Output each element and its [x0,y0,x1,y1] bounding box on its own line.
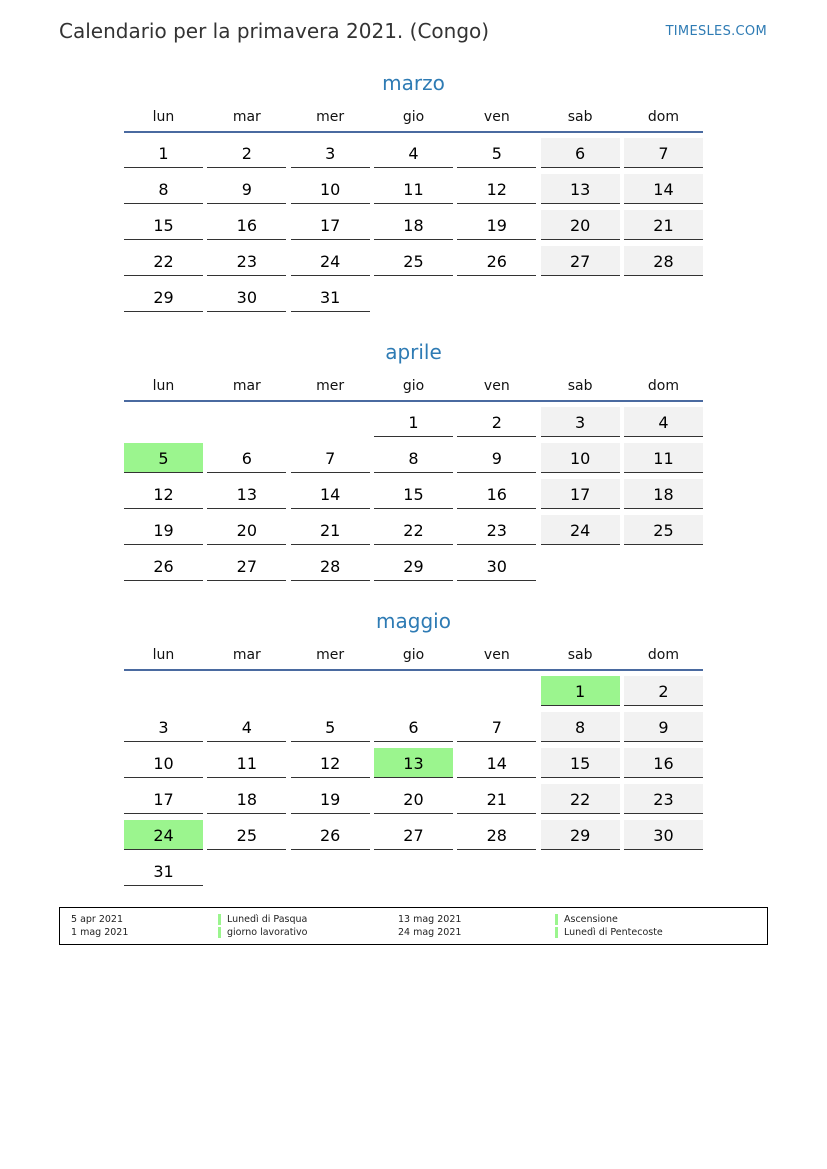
weekend-day-cell: 13 [541,174,620,204]
weekday-label: lun [152,378,175,394]
weekday-label: sab [567,378,593,394]
day-cell: 23 [207,246,286,276]
empty-day-cell [291,856,370,886]
weekend-day-cell: 10 [541,443,620,473]
weekday-label: ven [483,378,510,394]
day-cell: 26 [124,551,203,581]
header-divider [124,131,703,133]
month-may [124,606,703,892]
empty-day-cell [124,676,203,706]
weekday-label: mer [316,378,345,394]
weekend-day-cell: 27 [541,246,620,276]
empty-day-cell [624,282,703,312]
day-cell: 4 [374,138,453,168]
legend-label: giorno lavorativo [227,927,308,938]
day-cell: 13 [207,479,286,509]
weekend-day-cell: 18 [624,479,703,509]
empty-day-cell [541,856,620,886]
weekend-day-cell: 30 [624,820,703,850]
weekend-day-cell: 7 [624,138,703,168]
header-divider [124,669,703,671]
day-cell: 3 [124,712,203,742]
day-cell: 24 [291,246,370,276]
empty-day-cell [291,407,370,437]
weekend-day-cell: 4 [624,407,703,437]
weekday-label: gio [402,109,425,125]
day-cell: 28 [457,820,536,850]
legend-color-swatch [218,914,221,925]
empty-day-cell [541,551,620,581]
day-cell: 23 [457,515,536,545]
weekend-day-cell: 15 [541,748,620,778]
day-cell: 10 [291,174,370,204]
weekday-label: gio [402,378,425,394]
day-cell: 12 [124,479,203,509]
weekday-label: gio [402,647,425,663]
weekday-label: ven [483,109,510,125]
holiday-day-cell: 1 [541,676,620,706]
legend-date: 24 mag 2021 [398,927,462,938]
day-cell: 12 [291,748,370,778]
weekend-day-cell: 9 [624,712,703,742]
day-grid [124,138,703,318]
day-cell: 7 [457,712,536,742]
day-cell: 7 [291,443,370,473]
empty-day-cell [207,407,286,437]
page-title: Calendario per la primavera 2021. (Congo) [59,19,490,43]
day-cell: 19 [124,515,203,545]
legend-label: Lunedì di Pentecoste [564,927,663,938]
weekend-day-cell: 25 [624,515,703,545]
weekend-day-cell: 6 [541,138,620,168]
month-name: maggio [376,609,451,633]
day-cell: 11 [207,748,286,778]
day-cell: 19 [457,210,536,240]
empty-day-cell [207,856,286,886]
day-cell: 9 [207,174,286,204]
day-cell: 21 [457,784,536,814]
weekday-label: sab [567,647,593,663]
day-cell: 18 [374,210,453,240]
empty-day-cell [624,551,703,581]
weekday-label: dom [647,109,680,125]
month-name: marzo [382,71,445,95]
weekday-label: mer [316,109,345,125]
day-cell: 22 [374,515,453,545]
day-cell: 1 [124,138,203,168]
day-grid [124,407,703,587]
weekday-label: ven [483,647,510,663]
day-cell: 8 [124,174,203,204]
weekday-label: mar [232,109,261,125]
legend-color-swatch [218,927,221,938]
day-grid [124,676,703,892]
empty-day-cell [207,676,286,706]
day-cell: 27 [374,820,453,850]
weekend-day-cell: 8 [541,712,620,742]
day-cell: 20 [374,784,453,814]
site-brand-link[interactable]: TIMESLES.COM [665,24,767,39]
legend-label: Lunedì di Pasqua [227,914,308,925]
day-cell: 25 [207,820,286,850]
day-cell: 2 [207,138,286,168]
empty-day-cell [291,676,370,706]
weekday-header [124,646,703,668]
empty-day-cell [374,676,453,706]
empty-day-cell [124,407,203,437]
empty-day-cell [457,676,536,706]
empty-day-cell [624,856,703,886]
legend-color-swatch [555,927,558,938]
day-cell: 5 [457,138,536,168]
legend-color-swatch [555,914,558,925]
weekday-header [124,108,703,130]
day-cell: 30 [457,551,536,581]
weekday-label: dom [647,647,680,663]
header-divider [124,400,703,402]
day-cell: 5 [291,712,370,742]
empty-day-cell [457,282,536,312]
day-cell: 16 [457,479,536,509]
day-cell: 31 [124,856,203,886]
legend-date: 13 mag 2021 [398,914,462,925]
day-cell: 18 [207,784,286,814]
weekend-day-cell: 28 [624,246,703,276]
weekday-label: mer [316,647,345,663]
day-cell: 26 [457,246,536,276]
day-cell: 19 [291,784,370,814]
weekday-header [124,377,703,399]
day-cell: 10 [124,748,203,778]
weekend-day-cell: 14 [624,174,703,204]
day-cell: 25 [374,246,453,276]
weekday-label: mar [232,378,261,394]
weekend-day-cell: 17 [541,479,620,509]
legend-date: 1 mag 2021 [71,927,129,938]
weekday-label: dom [647,378,680,394]
month-april [124,337,703,587]
day-cell: 8 [374,443,453,473]
day-cell: 1 [374,407,453,437]
month-march [124,68,703,318]
weekend-day-cell: 16 [624,748,703,778]
day-cell: 14 [291,479,370,509]
holiday-day-cell: 24 [124,820,203,850]
day-cell: 26 [291,820,370,850]
day-cell: 28 [291,551,370,581]
month-name: aprile [385,340,442,364]
day-cell: 17 [291,210,370,240]
weekday-label: mar [232,647,261,663]
day-cell: 3 [291,138,370,168]
day-cell: 2 [457,407,536,437]
day-cell: 21 [291,515,370,545]
day-cell: 9 [457,443,536,473]
day-cell: 15 [374,479,453,509]
weekend-day-cell: 23 [624,784,703,814]
holiday-day-cell: 13 [374,748,453,778]
day-cell: 31 [291,282,370,312]
weekend-day-cell: 11 [624,443,703,473]
empty-day-cell [374,282,453,312]
holiday-legend [59,907,768,945]
weekend-day-cell: 22 [541,784,620,814]
day-cell: 14 [457,748,536,778]
day-cell: 6 [374,712,453,742]
weekday-label: lun [152,647,175,663]
day-cell: 16 [207,210,286,240]
weekday-label: sab [567,109,593,125]
day-cell: 30 [207,282,286,312]
weekend-day-cell: 29 [541,820,620,850]
day-cell: 4 [207,712,286,742]
weekend-day-cell: 2 [624,676,703,706]
legend-date: 5 apr 2021 [71,914,124,925]
day-cell: 17 [124,784,203,814]
day-cell: 12 [457,174,536,204]
weekday-label: lun [152,109,175,125]
weekend-day-cell: 24 [541,515,620,545]
day-cell: 27 [207,551,286,581]
holiday-day-cell: 5 [124,443,203,473]
day-cell: 22 [124,246,203,276]
weekend-day-cell: 20 [541,210,620,240]
legend-label: Ascensione [564,914,618,925]
day-cell: 6 [207,443,286,473]
day-cell: 29 [374,551,453,581]
day-cell: 11 [374,174,453,204]
day-cell: 20 [207,515,286,545]
empty-day-cell [541,282,620,312]
day-cell: 29 [124,282,203,312]
empty-day-cell [457,856,536,886]
weekend-day-cell: 3 [541,407,620,437]
weekend-day-cell: 21 [624,210,703,240]
day-cell: 15 [124,210,203,240]
empty-day-cell [374,856,453,886]
